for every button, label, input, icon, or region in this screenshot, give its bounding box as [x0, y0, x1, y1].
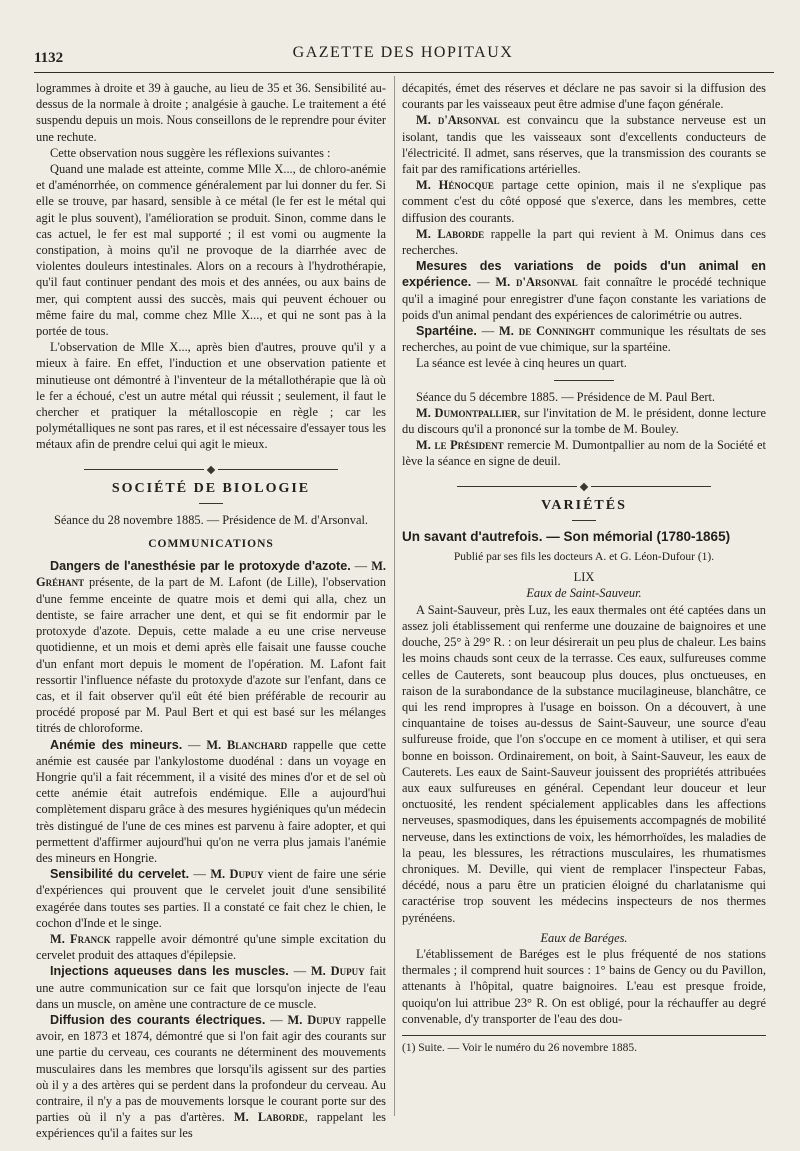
entry	[36, 931, 386, 963]
speaker-name: M. de Conninght	[499, 324, 596, 339]
entry: Injections aqueuses dans les muscles. — M. Dupuy fait une autre communication sur ce fait que lorsqu'on injecte de l'eau dans un muscle, on amène une contracture de ce muscle.	[36, 964, 386, 1011]
article-heading: Un savant d'autrefois. — Son mémorial (1780-1865)	[402, 528, 731, 544]
section-title: SOCIÉTÉ DE BIOLOGIE	[111, 480, 311, 496]
article-byline: Publié par ses fils les docteurs A. et G. Léon-Dufour (1).	[453, 551, 715, 564]
page-header	[34, 40, 772, 70]
entry-text: partage cette opinion, mais il ne s'explique pas comment c'est du côté opposé que s'exerce, dans les membres, cette diffusion des courants.	[402, 178, 766, 225]
speaker-name: M. Dumontpallier	[416, 405, 518, 420]
entry-text: fait connaître le procédé technique qu'il a imaginé pour enregistrer d'une façon constante les variations de poids d'un animal pendant des expériences de calorimétrie ou autres.	[402, 275, 766, 322]
entry-text: vient de faire une série d'expériences qui prouvent que le cervelet jouit d'une sensibilité exagérée dans toutes ses parties. Il a constaté ce fait chez le chien, le cochon d'Inde et le singe.	[36, 867, 386, 930]
speaker-name: M. le Président	[416, 438, 504, 453]
entry-text: présente, de la part de M. Lafont (de Lille), l'observation d'une femme enceinte de quatre mois et demi qui alla, chez un dentiste, se faire arracher une dent, et qui se fit endormir par le protoxyde d'azote. Depuis, cette malade a eu une crise nerveuse quotidienne, et un mois et demi après elle faisait une fausse couche d'un enfant mort depuis le moment de l'opération. M. Lafont fait ressortir l'influence néfaste du protoxyde d'azote sur l'enfant, dans ce cas, et il fait observer qu'il eût été bien préférable de recourir au procédé proposé par M. Paul Bert et qui est basé sur les mélanges titrés de chloroforme.	[36, 575, 386, 736]
session-line: Séance du 5 décembre 1885. — Présidence de M. Paul Bert.	[416, 389, 716, 404]
chapter-title: Eaux de Saint-Sauveur.	[526, 586, 642, 601]
column-divider	[394, 76, 395, 1116]
chapter-title: Eaux de Baréges.	[540, 930, 628, 945]
entry-text: rappelle la part qui revient à M. Onimus dans ces recherches.	[402, 226, 766, 258]
entry	[402, 112, 766, 177]
speaker-name: M. Hénocque	[416, 178, 494, 193]
paragraph: L'établissement de Baréges est le plus fréquenté de nos stations thermales ; il comprend huit sources : 1° bains de Gency ou du Pavillon, attenants à l'hôpital, quatre baignoires. L'eau est presque froide, quoiqu'on lui attribue 23° R. On est obligé, pour la réchauffer au degré convenable, d'y transporter de l'eau des dou-	[402, 946, 766, 1026]
entry: Sensibilité du cervelet. — M. Dupuy vient de faire une série d'expériences qui prouvent que le cervelet jouit d'une sensibilité exagérée dans toutes ses parties. Il a constaté ce fait chez le chien, le cochon d'Inde et le singe.	[36, 867, 386, 930]
entry-text: rappelle que cette anémie est causée par l'ankylostome duodénal : dans un voyage en Hongrie qu'il a fait récemment, il a visité des mines d'or et de sel où cette anémie était autrefois endémique. Elle a aujourd'hui complètement disparu grâce à des mesures hygiéniques qu'un médecin très distingué de l'une de ces mines est parvenu à faire adopter, et qui permettent d'affirmer aujourd'hui qu'on ne verra plus jamais l'anémie des mineurs en Hongrie.	[36, 737, 386, 865]
paragraph: L'observation de Mlle X..., après bien d'autres, prouve qu'il y a mieux à faire. En effet, l'induction et une observation patiente et minutieuse ont démontré à l'inventeur de la métallothérapie que là où le fer a échoué, c'est un autre métal qui réussit ; seulement, il faut le chercher et pratiquer la métalloscopie en règle ; car les polymétalliques ne sont pas rares, et il est nécessaire d'essayer tous les métaux afin de prendre celui qui agit le mieux.	[36, 340, 386, 452]
entry-heading: Spartéine.	[416, 324, 477, 339]
paragraph: logrammes à droite et 39 à gauche, au lieu de 35 et 36. Sensibilité au-dessus de la normale à droite ; analgésie à gauche. Le traitement a été suspendu depuis un mois. Nous conseillons de le reprendre pour éviter une rechute.	[36, 81, 386, 144]
entry-text: fait une autre communication sur ce fait que lorsqu'on injecte de l'eau dans un muscle, on amène une contracture de ce muscle.	[36, 964, 386, 1011]
entry-heading: Sensibilité du cervelet.	[50, 867, 190, 882]
header-rule	[34, 72, 774, 73]
entry-text: communique les résultats de ses recherches, au point de vue chimique, sur la spartéine.	[402, 324, 766, 355]
paragraph: La séance est levée à cinq heures un quart.	[416, 356, 627, 371]
speaker-name: M. Blanchard	[206, 737, 288, 752]
journal-title: GAZETTE DES HOPITAUX	[292, 44, 514, 61]
entry: Diffusion des courants électriques. — M. Dupuy rappelle avoir, en 1873 et 1874, démontré que si l'on fait agir des courants sur une partie du cerveau, ces courants ne déterminent des mouvements musculaires dans les membres que lorsqu'ils agissent sur des parties où il y a des artères qui se perdent dans la profondeur du cerveau. Au contraire, il n'y a pas de mouvements lorsque le courant porte sur des parties où il n'y a pas d'artères. M. Laborde, rappelant les expériences qu'il a faites sur les	[36, 1012, 386, 1141]
entry-heading: Dangers de l'anesthésie par le protoxyde d'azote.	[50, 559, 351, 574]
short-rule	[572, 520, 596, 521]
footnote: (1) Suite. — Voir le numéro du 26 novembre 1885.	[402, 1041, 637, 1054]
entry	[402, 177, 766, 226]
speaker-name: M. Gréhant	[36, 559, 386, 590]
entry-heading: Anémie des mineurs.	[50, 737, 183, 752]
entry-text: est convaincu que la substance nerveuse est un isolant, tandis que les vaisseaux sont d'excellents conducteurs de l'électricité. Il admet, sans réserves, que la transmission des courants se fait par des ramifications artérielles.	[402, 113, 766, 177]
paragraph: décapités, émet des réserves et déclare ne pas savoir si la diffusion des courants par les vaisseaux peut être admise d'une façon générale.	[402, 81, 766, 112]
session-line: Séance du 28 novembre 1885. — Présidence de M. d'Arsonval.	[54, 512, 368, 527]
entry	[402, 437, 766, 469]
short-rule	[199, 503, 223, 504]
speaker-name: M. Dupuy	[210, 867, 264, 882]
chapter-number: LIX	[573, 570, 595, 585]
left-column	[36, 80, 386, 1142]
ornament-divider	[402, 478, 766, 488]
entry	[402, 405, 766, 437]
entry-heading: Injections aqueuses dans les muscles.	[50, 964, 289, 979]
paragraph: A Saint-Sauveur, près Luz, les eaux thermales ont été captées dans un assez joli établissement qui renferme une douzaine de baignoires et une douche, 25° à 29° R. : on leur désirerait un peu plus de chaleur. Les bains les moins chauds sont ceux de la terrasse. Ces eaux, sulfureuses comme celles de Cauterets, sont beaucoup plus douces, plus onctueuses, en raison de la surabondance de la substance mucilagineuse, blanchâtre, ce qui les rend impropres à l'usage en boisson. On a découvert, à une cinquantaine de toises au-dessus de Saint-Sauveur, une source d'eau sulfureuse froide, que l'on s'occupe en ce moment à utiliser, et qui sera bonne en boisson. Ordinairement, on boit, à Saint-Sauveur, les eaux de Cauterets. Les eaux de Saint-Sauveur jouissent des propriétés attribuées aux eaux sulfureuses en général. Cependant leur douceur et leur onctuosité, les rendent spécialement applicables dans les affections nerveuses, spasmodiques, dans les épuisements accompagnés de mobilité nerveuse, dans les extinctions de voix, les hémorrhoïdes, les maladies de la peau, les blessures, les rétractions musculaires, les rhumatismes chroniques. M. Deville, qui vient de remplacer l'inspecteur Fabas, décédé, nous a paru être un praticien éloigné du charlatanisme qui caractérise trop souvent les médecins inspecteurs de nos thermes pyrénéens.	[402, 602, 766, 925]
entry-text: rappelle avoir, en 1873 et 1874, démontré que si l'on fait agir des courants sur une partie du cerveau, ces courants ne déterminent des mouvements musculaires dans les membres que lorsqu'ils agissent sur des parties où il y a des artères qui se perdent dans la profondeur du cerveau. Au contraire, il n'y a pas de mouvements lorsque le courant porte sur des parties où il n'y a pas d'artères.	[36, 1012, 386, 1125]
speaker-name: M. d'Arsonval	[495, 275, 578, 290]
entry-text: remercie M. Dumontpallier au nom de la Société et lève la séance en signe de deuil.	[402, 438, 767, 469]
entry-heading: Diffusion des courants électriques.	[50, 1012, 266, 1027]
paragraph: Cette observation nous suggère les réflexions suivantes :	[50, 145, 331, 160]
right-column	[402, 80, 766, 1056]
entry: Anémie des mineurs. — M. Blanchard rappelle que cette anémie est causée par l'ankylostome duodénal : dans un voyage en Hongrie qu'il a fait récemment, il a visité des mines d'or et de sel où cette anémie était autrefois endémique. Elle a aujourd'hui complètement disparu grâce à des mesures hygiéniques qu'un médecin très distingué de l'une de ces mines est parvenu à faire adopter, et qui permettent d'affirmer aujourd'hui qu'on ne verra plus jamais l'anémie des mineurs en Hongrie.	[36, 737, 386, 865]
section-title: VARIÉTÉS	[541, 497, 627, 513]
speaker-name: M. Franck	[50, 931, 111, 946]
ornament-divider	[36, 461, 386, 471]
entry	[402, 226, 766, 258]
speaker-name: M. Dupuy	[310, 964, 365, 979]
speaker-name: M. d'Arsonval	[416, 113, 500, 128]
entry-heading: Mesures des variations de poids d'un animal en expérience.	[402, 259, 766, 290]
short-rule	[554, 380, 614, 381]
entry-text: , rappelant les expériences qu'il a faites sur les	[36, 1110, 386, 1141]
entry-text: rappelle avoir démontré qu'une simple excitation du cervelet produit des attaques d'épilepsie.	[36, 931, 386, 963]
entry: Mesures des variations de poids d'un animal en expérience. — M. d'Arsonval fait connaître le procédé technique qu'il a imaginé pour enregistrer d'une façon constante les variations de poids d'un animal pendant des expériences de calorimétrie ou autres.	[402, 259, 766, 322]
speaker-name: M. Laborde	[416, 226, 485, 241]
speaker-name: M. Dupuy	[287, 1012, 342, 1027]
footnote-rule	[402, 1035, 766, 1036]
page-number: 1132	[34, 50, 64, 66]
entry: Dangers de l'anesthésie par le protoxyde d'azote. — M. Gréhant présente, de la part de M. Lafont (de Lille), l'observation d'une femme enceinte de quatre mois et demi qui alla, chez un dentiste, se faire arracher une dent, et qui se fit endormir par le protoxyde d'azote. Depuis, cette malade a eu une crise nerveuse quotidienne, et un mois et demi après elle faisait une fausse couche d'un enfant mort depuis le moment de l'opération. M. Lafont fait ressortir l'influence néfaste du protoxyde d'azote sur l'enfant, dans ce cas, et il fait observer qu'il eût été bien préférable de recourir au procédé proposé par M. Paul Bert et qui est basé sur les mélanges titrés de chloroforme.	[36, 559, 386, 736]
speaker-name: M. Laborde	[233, 1110, 305, 1125]
entry: Spartéine. — M. de Conninght communique les résultats de ses recherches, au point de vue chimique, sur la spartéine.	[402, 324, 766, 355]
subsection-title: COMMUNICATIONS	[148, 538, 274, 551]
entry-text: , sur l'invitation de M. le président, donne lecture du discours qu'il a prononcé sur la tombe de M. Bouley.	[402, 405, 766, 437]
paragraph: Quand une malade est atteinte, comme Mlle X..., de chloro-anémie et d'aménorrhée, on commence généralement par lui donner du fer. Si elle se trouve, par hasard, sensible à ce métal (le fer est le métal qui agit le plus souvent), l'amélioration se produit. Sinon, comme dans le cas actuel, le fer est mal supporté ; il est vomi ou augmente la constipation, à moins qu'il ne provoque de la diarrhée avec de violentes douleurs intestinales. Alors on a recours à l'hydrothérapie, qu'il faut continuer pendant des mois et des années, ou aux bains de mer, qui comptent aussi des succès, mais qui peuvent échouer ou même faire du mal, comme chez Mlle X..., et qui ne sont pas à la portée de tous.	[36, 162, 386, 339]
